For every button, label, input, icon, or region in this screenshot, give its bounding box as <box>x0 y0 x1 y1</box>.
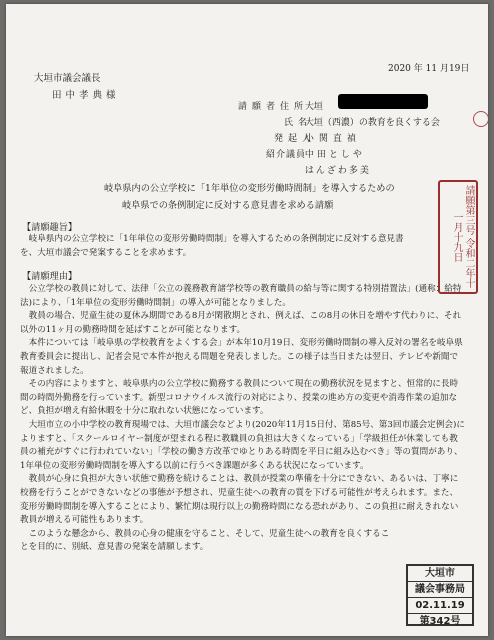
purpose-paragraph <box>20 233 416 260</box>
petitioner-row-key: 発起人 <box>274 134 317 144</box>
petitioner-row-value: 小関直禎 <box>304 134 361 144</box>
petitioner-row-value: 大垣（西濃）の教育を良くする会 <box>304 118 440 128</box>
petitioner-row-value: はんざわ多美 <box>304 166 371 176</box>
paragraph: その内容によりますと、岐阜県内の公立学校に勤務する教員について現在の勤務状況を見ますと、恒常的に長時間の時間外勤務を行っています。新型コロナウイルス流行の対応により、授業の進め方の変更や消毒作業の追加など、負担が増え有給休暇を十分に取れない状態になっています。 <box>20 379 459 417</box>
paragraph: 教員の場合、児童生徒の夏休み期間である8月が閑散期とされ、例えば、この8月の休日を増やす代わりに、それ以外の11ヶ月の勤務時間を延ばすことが可能となります。 <box>20 311 462 335</box>
petitioner-founder-row <box>238 131 361 144</box>
addressee-title: 大垣市議会議長 <box>34 73 101 84</box>
petitioner-row-key: 請願者住所 <box>238 102 309 112</box>
hanko-seal-icon <box>473 111 488 127</box>
petitioner-name-row <box>238 115 440 128</box>
paragraph: 大垣市立の小中学校の教育現場では、大垣市議会などより(2020年11月15日付、第85号、第3回市議会定例会)によりますと、「スクールロイヤー制度が望まれる程に教職員の負担は大きくなっている」「学級担任が休業しても教員の補充がすぐに行われていない」「学校の働き方改革でゆとりある時間を平日に組み込むべき」等の質問があり、1年単位の変形労働時間制を導入する以前に行うべき課題が多くある状況になっています。 <box>20 419 465 471</box>
introducer-row-2 <box>238 163 371 176</box>
paragraph: 教員が心身に負担が大きい状態で勤務を続けることは、教員が授業の準備を十分にできない、あるいは、丁寧に校務を行うことができないなどの事態が予想され、児童生徒への教育の質を下げる可能性が考えられます。また、変形労働時間制を導入することにより、繁忙期は現行以上の勤務時間になる恐れがあり、この負担に耐えきれない教員が増える可能性もあります。 <box>20 474 459 526</box>
document-date: 2020 年 11 月19日 <box>388 64 470 74</box>
stamp-line: 02.11.19 <box>408 598 472 614</box>
petitioner-row-value: 中田としや <box>304 150 365 160</box>
council-office-stamp <box>406 564 474 626</box>
introducer-row <box>238 147 365 160</box>
paragraph: このような懸念から、教員の心身の健康を守ること、そして、児童生徒への教育を良くすることを目的に、別紙、意見書の発案を請願します。 <box>20 528 390 553</box>
petitioner-row-key: 紹介議員 <box>266 150 307 160</box>
addressee-name: 田中孝典様 <box>52 90 120 101</box>
document-title-line2: 岐阜県での条例制定に反対する意見書を求める請願 <box>122 200 334 211</box>
section-heading-purpose: 【請願趣旨】 <box>22 222 78 233</box>
paragraph: 公立学校の教員に対して、法律「公立の義務教育諸学校等の教育職員の給与等に関する特別措置法」(通称：給特法)により、「1年単位の変形労働時間制」の導入が可能となりました。 <box>20 284 462 308</box>
petitioner-row-value: 大垣 <box>304 102 323 112</box>
redaction-bar <box>338 94 428 109</box>
receipt-stamp: 請願第三号 令和二年十一月十九日 <box>438 180 478 294</box>
document-page <box>6 4 488 636</box>
section-heading-reason: 【請願理由】 <box>22 271 78 282</box>
paragraph: 本件については「岐阜県の学校教育をよくする会」が本年10月19日、変形労働時間制の導入反対の署名を岐阜県教育委員会に提出し、記者会見で本件が抱える問題を発表しました。この様子は当日または翌日、テレビや新聞で報道されました。 <box>20 338 463 376</box>
stamp-line: 議会事務局 <box>408 582 472 598</box>
petitioner-address-row <box>238 99 323 112</box>
reason-paragraphs <box>20 283 466 555</box>
petitioner-row-key: 氏名 <box>284 118 313 128</box>
stamp-line: 大垣市 <box>408 566 472 582</box>
stamp-line: 第342号 <box>419 616 461 627</box>
paragraph: 岐阜県内の公立学校に「1年単位の変形労働時間制」を導入するための条例制定に反対する意見書を、大垣市議会で発案することを求めます。 <box>20 234 404 258</box>
document-title-line1: 岐阜県内の公立学校に「1年単位の変形労働時間制」を導入するための <box>104 183 395 194</box>
